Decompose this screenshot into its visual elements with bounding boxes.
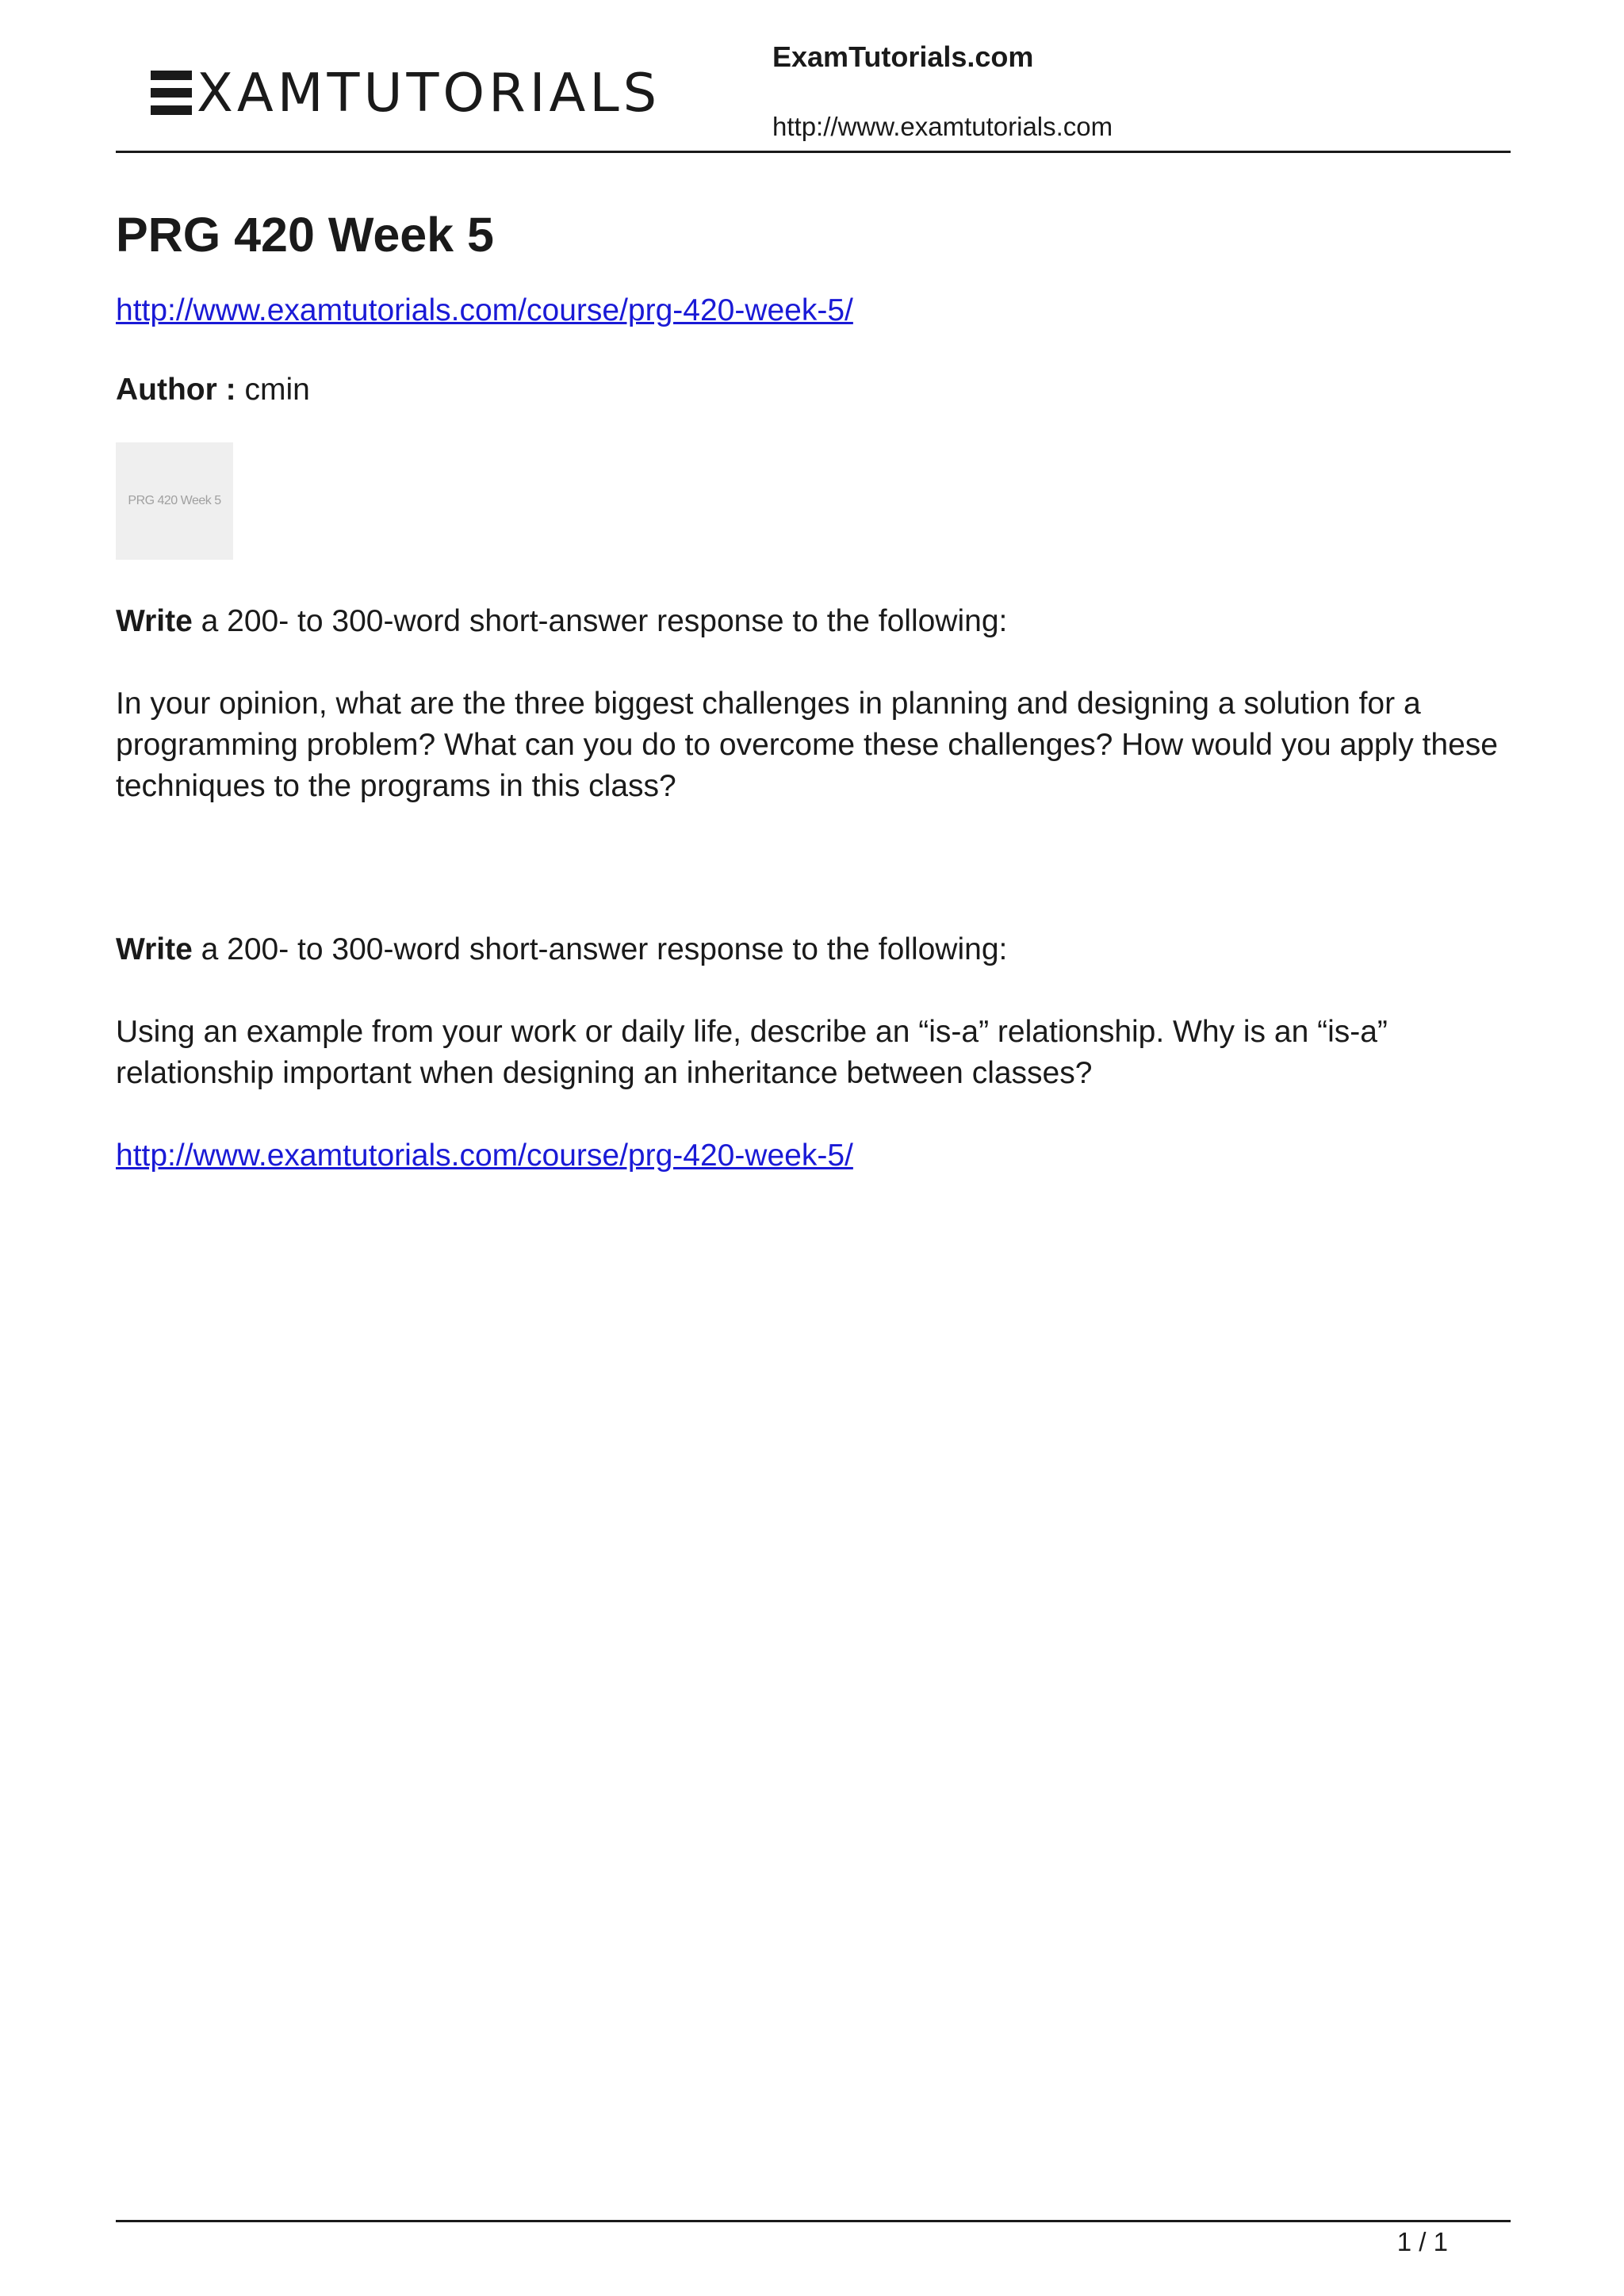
- page-title: PRG 420 Week 5: [116, 208, 494, 262]
- examtutorials-logo[interactable]: [151, 62, 661, 124]
- instruction-1: [116, 601, 1511, 642]
- logo-e-bars-icon: [151, 71, 192, 115]
- header-divider: [116, 151, 1511, 153]
- question-2: Using an example from your work or daily life, describe an “is-a” relationship. Why is an “is-a” relationship important when designing an inheritance between classes?: [116, 1015, 1388, 1090]
- instruction-2-text: a 200- to 300-word short-answer response to the following:: [192, 932, 1008, 966]
- instruction-1-text: a 200- to 300-word short-answer response to the following:: [192, 604, 1008, 638]
- course-link[interactable]: http://www.examtutorials.com/course/prg-420-week-5/: [116, 293, 853, 327]
- author-name: cmin: [244, 373, 310, 407]
- instruction-2-bold: Write: [116, 932, 193, 966]
- document-body: [116, 205, 1511, 1177]
- course-thumbnail: [116, 442, 233, 560]
- footer-course-link[interactable]: http://www.examtutorials.com/course/prg-420-week-5/: [116, 1138, 853, 1173]
- site-name: ExamTutorials.com: [772, 40, 1034, 73]
- footer-divider: [116, 2220, 1511, 2222]
- logo-text: XAMTUTORIALS: [197, 62, 661, 124]
- author-label: Author :: [116, 373, 236, 407]
- page-number: 1 / 1: [1396, 2227, 1448, 2256]
- site-url: http://www.examtutorials.com: [772, 112, 1113, 141]
- question-1: In your opinion, what are the three biggest challenges in planning and designing a solution for a programming problem? What can you do to overcome these challenges? How would you apply these techniques to the programs in this class?: [116, 687, 1498, 803]
- author-line: [116, 369, 1511, 411]
- thumbnail-caption: PRG 420 Week 5: [128, 494, 221, 507]
- instruction-1-bold: Write: [116, 604, 193, 638]
- instruction-2: [116, 929, 1511, 970]
